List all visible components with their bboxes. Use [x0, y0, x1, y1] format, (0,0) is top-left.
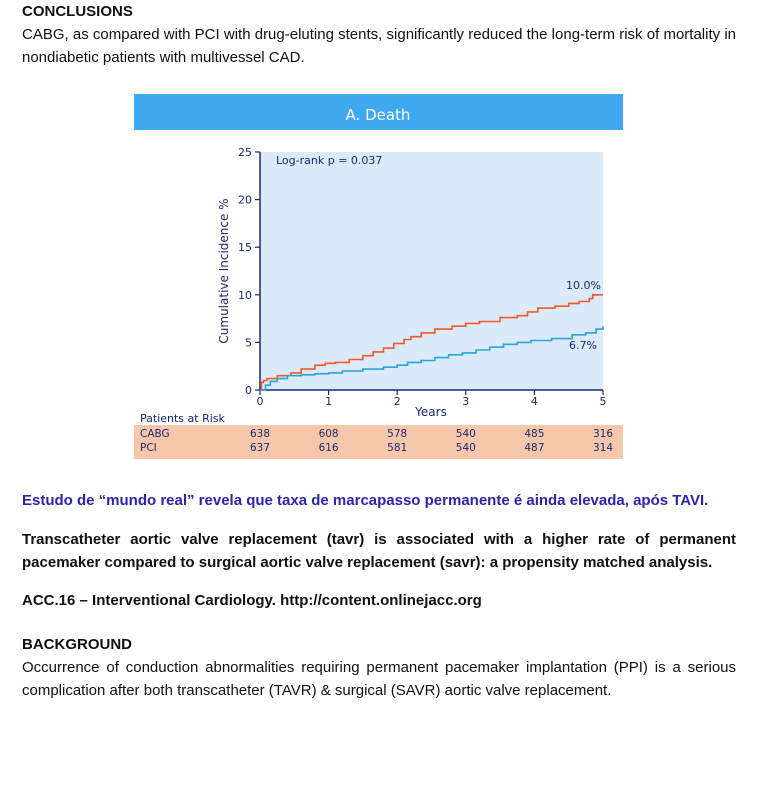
- cumulative-incidence-chart: [134, 94, 623, 461]
- y-tick-label: 20: [238, 193, 252, 207]
- plot-area: [260, 152, 603, 390]
- x-tick-label: 0: [256, 395, 264, 408]
- y-tick-label: 5: [245, 336, 252, 350]
- y-tick-label: 10: [238, 288, 252, 302]
- risk-cell: 485: [524, 428, 545, 440]
- risk-cell: 540: [455, 428, 476, 440]
- risk-table-band: [134, 425, 623, 459]
- y-tick-label: 0: [245, 384, 252, 397]
- article-title: Transcatheter aortic valve replacement (tavr) is associated with a higher rate of permanent pacemaker compared to surgical aortic valve replacement (savr): a propensity matched analysis.: [22, 531, 736, 571]
- log-rank-annotation: Log-rank p = 0.037: [276, 154, 383, 167]
- patients-at-risk-title: Patients at Risk: [140, 412, 225, 425]
- risk-cell: 616: [318, 442, 339, 454]
- x-tick-label: 4: [530, 395, 538, 408]
- risk-cell: 316: [592, 428, 614, 440]
- x-tick-label: 2: [393, 395, 401, 408]
- risk-cell: 540: [455, 442, 476, 454]
- news-headline: Estudo de “mundo real” revela que taxa de marcapasso permanente é ainda elevada, após TAVI.: [22, 492, 709, 509]
- risk-cell: 608: [318, 428, 339, 440]
- risk-row-label: CABG: [140, 428, 170, 440]
- risk-cell: 638: [249, 428, 271, 440]
- risk-row-label: PCI: [140, 442, 157, 454]
- article-source: ACC.16 – Interventional Cardiology. http://content.onlinejacc.org: [22, 592, 482, 609]
- y-tick-label: 15: [238, 241, 252, 255]
- background-text: Occurrence of conduction abnormalities requiring permanent pacemaker implantation (PPI) is a serious complication after both transcatheter (TAVR) & surgical (SAVR) aortic valve replacement.: [22, 659, 736, 699]
- risk-cell: 637: [249, 442, 271, 454]
- kaplan-meier-figure: [134, 94, 623, 461]
- series-end-label-pci: 6.7%: [569, 339, 597, 353]
- conclusions-heading: CONCLUSIONS: [22, 3, 133, 20]
- risk-cell: 581: [387, 442, 408, 454]
- x-tick-label: 3: [462, 395, 470, 408]
- y-tick-label: 25: [238, 146, 252, 159]
- risk-cell: 578: [387, 428, 408, 440]
- risk-cell: 487: [524, 442, 545, 454]
- series-end-label-cabg: 10.0%: [566, 278, 601, 292]
- x-tick-label: 5: [599, 395, 607, 408]
- conclusions-text: CABG, as compared with PCI with drug-eluting stents, significantly reduced the long-term risk of mortality in nondiabetic patients with multivessel CAD.: [22, 26, 736, 66]
- background-heading: BACKGROUND: [22, 636, 132, 653]
- risk-cell: 314: [592, 442, 614, 454]
- y-axis-label: Cumulative Incidence %: [217, 198, 231, 344]
- x-axis-label: Years: [415, 405, 447, 419]
- x-tick-label: 1: [325, 395, 333, 408]
- panel-title: A. Death: [345, 106, 411, 124]
